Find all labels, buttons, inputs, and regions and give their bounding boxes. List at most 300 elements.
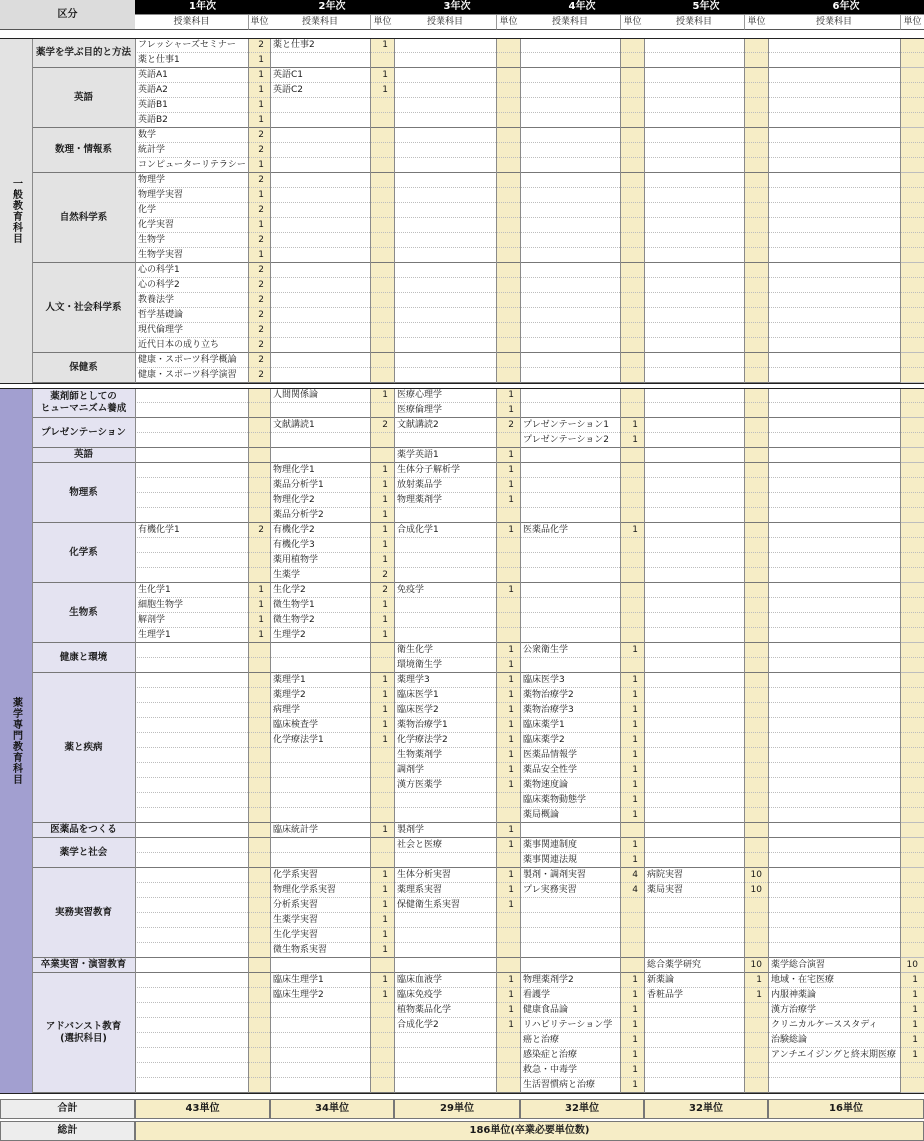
empty-subject-cell xyxy=(644,338,744,353)
empty-unit-cell xyxy=(370,1078,394,1093)
empty-subject-cell xyxy=(768,598,900,613)
empty-unit-cell xyxy=(620,538,644,553)
unit-cell: 1 xyxy=(496,388,520,403)
empty-unit-cell xyxy=(248,658,270,673)
empty-subject-cell xyxy=(768,113,900,128)
subject-cell: 地域・在宅医療 xyxy=(768,973,900,988)
empty-unit-cell xyxy=(900,218,924,233)
unit-cell: 1 xyxy=(496,1003,520,1018)
empty-subject-cell xyxy=(520,83,620,98)
empty-subject-cell xyxy=(394,913,496,928)
column-divider xyxy=(394,388,395,1093)
column-divider xyxy=(620,388,621,1093)
subject-cell: 臨床薬学1 xyxy=(520,718,620,733)
empty-unit-cell xyxy=(620,308,644,323)
empty-unit-cell xyxy=(496,98,520,113)
subject-cell: 生薬学 xyxy=(270,568,370,583)
empty-subject-cell xyxy=(768,898,900,913)
unit-cell: 1 xyxy=(620,1078,644,1093)
empty-unit-cell xyxy=(620,113,644,128)
empty-subject-cell xyxy=(135,1018,248,1033)
empty-unit-cell xyxy=(620,128,644,143)
empty-subject-cell xyxy=(135,433,248,448)
unit-cell: 1 xyxy=(248,188,270,203)
unit-cell: 1 xyxy=(370,688,394,703)
empty-subject-cell xyxy=(270,448,370,463)
category-label: 人文・社会科学系 xyxy=(32,263,135,353)
empty-unit-cell xyxy=(900,718,924,733)
subject-cell: 健康・スポーツ科学概論 xyxy=(135,353,248,368)
empty-unit-cell xyxy=(900,613,924,628)
column-divider xyxy=(32,38,33,383)
empty-unit-cell xyxy=(620,203,644,218)
empty-unit-cell xyxy=(620,38,644,53)
subject-cell: 臨床免疫学 xyxy=(394,988,496,1003)
empty-subject-cell xyxy=(644,508,744,523)
empty-unit-cell xyxy=(620,658,644,673)
category-label: 英語 xyxy=(32,448,135,463)
empty-subject-cell xyxy=(135,418,248,433)
unit-cell: 4 xyxy=(620,883,644,898)
empty-unit-cell xyxy=(900,38,924,53)
empty-subject-cell xyxy=(768,778,900,793)
subject-cell: 臨床医学1 xyxy=(394,688,496,703)
empty-unit-cell xyxy=(744,718,768,733)
subject-cell: 病院実習 xyxy=(644,868,744,883)
empty-unit-cell xyxy=(496,793,520,808)
empty-subject-cell xyxy=(644,448,744,463)
empty-subject-cell xyxy=(270,278,370,293)
subject-cell: 医薬品化学 xyxy=(520,523,620,538)
empty-unit-cell xyxy=(496,628,520,643)
empty-subject-cell xyxy=(135,958,248,973)
subject-cell: 救急・中毒学 xyxy=(520,1063,620,1078)
empty-subject-cell xyxy=(520,233,620,248)
empty-unit-cell xyxy=(370,1018,394,1033)
unit-cell: 1 xyxy=(370,538,394,553)
unit-cell: 1 xyxy=(370,913,394,928)
empty-subject-cell xyxy=(135,973,248,988)
empty-subject-cell xyxy=(520,263,620,278)
unit-column-header: 単位 xyxy=(744,15,768,30)
empty-unit-cell xyxy=(620,233,644,248)
empty-unit-cell xyxy=(248,1048,270,1063)
empty-unit-cell xyxy=(744,143,768,158)
empty-unit-cell xyxy=(248,403,270,418)
empty-unit-cell xyxy=(620,53,644,68)
empty-unit-cell xyxy=(620,248,644,263)
empty-subject-cell xyxy=(768,388,900,403)
empty-unit-cell xyxy=(496,233,520,248)
subject-cell: フレッシャーズセミナー xyxy=(135,38,248,53)
column-divider xyxy=(644,38,645,383)
empty-unit-cell xyxy=(744,838,768,853)
subject-cell: 解剖学 xyxy=(135,613,248,628)
empty-unit-cell xyxy=(744,778,768,793)
empty-unit-cell xyxy=(620,928,644,943)
unit-cell: 1 xyxy=(496,658,520,673)
empty-subject-cell xyxy=(768,733,900,748)
empty-unit-cell xyxy=(248,478,270,493)
empty-unit-cell xyxy=(744,1048,768,1063)
empty-unit-cell xyxy=(620,568,644,583)
empty-subject-cell xyxy=(394,233,496,248)
empty-unit-cell xyxy=(496,1063,520,1078)
empty-subject-cell xyxy=(644,233,744,248)
unit-cell: 1 xyxy=(370,463,394,478)
unit-cell: 2 xyxy=(248,293,270,308)
unit-cell: 1 xyxy=(620,643,644,658)
empty-subject-cell xyxy=(520,248,620,263)
empty-unit-cell xyxy=(900,523,924,538)
empty-unit-cell xyxy=(900,868,924,883)
empty-subject-cell xyxy=(270,433,370,448)
empty-subject-cell xyxy=(270,1003,370,1018)
empty-subject-cell xyxy=(644,898,744,913)
subject-cell: 生理学2 xyxy=(270,628,370,643)
empty-unit-cell xyxy=(744,53,768,68)
empty-subject-cell xyxy=(520,583,620,598)
group-band xyxy=(0,388,32,1093)
empty-subject-cell xyxy=(768,658,900,673)
unit-cell: 1 xyxy=(900,1033,924,1048)
empty-subject-cell xyxy=(520,478,620,493)
empty-subject-cell xyxy=(270,1018,370,1033)
empty-unit-cell xyxy=(496,338,520,353)
unit-cell: 1 xyxy=(370,973,394,988)
empty-subject-cell xyxy=(270,218,370,233)
empty-subject-cell xyxy=(270,263,370,278)
subject-cell: 薬用植物学 xyxy=(270,553,370,568)
grand-total-label: 総計 xyxy=(0,1121,135,1141)
empty-subject-cell xyxy=(644,1033,744,1048)
column-divider xyxy=(394,38,395,383)
empty-subject-cell xyxy=(768,448,900,463)
empty-subject-cell xyxy=(394,353,496,368)
empty-subject-cell xyxy=(270,293,370,308)
empty-unit-cell xyxy=(744,478,768,493)
empty-unit-cell xyxy=(744,793,768,808)
empty-subject-cell xyxy=(768,143,900,158)
empty-unit-cell xyxy=(744,433,768,448)
empty-unit-cell xyxy=(744,493,768,508)
empty-subject-cell xyxy=(135,718,248,733)
empty-subject-cell xyxy=(768,338,900,353)
empty-unit-cell xyxy=(496,853,520,868)
empty-subject-cell xyxy=(520,113,620,128)
group-top-border xyxy=(0,388,924,389)
empty-unit-cell xyxy=(370,308,394,323)
empty-subject-cell xyxy=(394,1078,496,1093)
empty-unit-cell xyxy=(370,643,394,658)
empty-unit-cell xyxy=(496,248,520,263)
empty-subject-cell xyxy=(644,553,744,568)
empty-subject-cell xyxy=(135,553,248,568)
empty-unit-cell xyxy=(496,83,520,98)
empty-subject-cell xyxy=(768,763,900,778)
subject-cell: 合成化学2 xyxy=(394,1018,496,1033)
empty-subject-cell xyxy=(768,1078,900,1093)
empty-subject-cell xyxy=(270,643,370,658)
subject-cell: 薬事関連制度 xyxy=(520,838,620,853)
empty-unit-cell xyxy=(496,173,520,188)
unit-cell: 1 xyxy=(744,988,768,1003)
empty-subject-cell xyxy=(768,688,900,703)
empty-unit-cell xyxy=(900,433,924,448)
empty-unit-cell xyxy=(744,913,768,928)
empty-subject-cell xyxy=(270,338,370,353)
empty-unit-cell xyxy=(248,913,270,928)
column-divider xyxy=(32,388,33,1093)
empty-subject-cell xyxy=(520,403,620,418)
empty-unit-cell xyxy=(248,673,270,688)
empty-subject-cell xyxy=(768,233,900,248)
empty-subject-cell xyxy=(135,898,248,913)
empty-subject-cell xyxy=(644,263,744,278)
empty-unit-cell xyxy=(900,173,924,188)
empty-unit-cell xyxy=(744,83,768,98)
empty-subject-cell xyxy=(644,808,744,823)
empty-subject-cell xyxy=(270,98,370,113)
empty-subject-cell xyxy=(270,368,370,383)
unit-cell: 1 xyxy=(370,628,394,643)
empty-unit-cell xyxy=(620,293,644,308)
empty-subject-cell xyxy=(644,853,744,868)
empty-subject-cell xyxy=(394,98,496,113)
empty-unit-cell xyxy=(900,568,924,583)
subject-cell: 臨床生理学2 xyxy=(270,988,370,1003)
empty-unit-cell xyxy=(496,1078,520,1093)
empty-subject-cell xyxy=(644,128,744,143)
empty-unit-cell xyxy=(744,823,768,838)
empty-subject-cell xyxy=(394,1063,496,1078)
empty-subject-cell xyxy=(768,98,900,113)
unit-cell: 1 xyxy=(370,883,394,898)
unit-cell: 1 xyxy=(370,508,394,523)
empty-unit-cell xyxy=(620,493,644,508)
empty-subject-cell xyxy=(394,323,496,338)
empty-subject-cell xyxy=(135,658,248,673)
empty-subject-cell xyxy=(135,643,248,658)
subject-cell: 英語A2 xyxy=(135,83,248,98)
subject-cell: 免疫学 xyxy=(394,583,496,598)
subject-cell: 生薬学実習 xyxy=(270,913,370,928)
empty-subject-cell xyxy=(644,673,744,688)
empty-subject-cell xyxy=(135,493,248,508)
unit-cell: 1 xyxy=(620,853,644,868)
subject-cell: 調剤学 xyxy=(394,763,496,778)
unit-cell: 1 xyxy=(620,973,644,988)
empty-unit-cell xyxy=(496,553,520,568)
column-divider xyxy=(370,38,371,383)
empty-unit-cell xyxy=(900,913,924,928)
empty-subject-cell xyxy=(520,188,620,203)
subject-cell: 心の科学1 xyxy=(135,263,248,278)
empty-subject-cell xyxy=(520,508,620,523)
empty-unit-cell xyxy=(496,38,520,53)
empty-subject-cell xyxy=(644,418,744,433)
subject-cell: 新薬論 xyxy=(644,973,744,988)
subject-cell: 近代日本の成り立ち xyxy=(135,338,248,353)
empty-unit-cell xyxy=(900,823,924,838)
empty-unit-cell xyxy=(900,248,924,263)
empty-subject-cell xyxy=(644,173,744,188)
unit-cell: 1 xyxy=(620,688,644,703)
empty-unit-cell xyxy=(248,643,270,658)
empty-subject-cell xyxy=(394,68,496,83)
empty-subject-cell xyxy=(135,868,248,883)
empty-unit-cell xyxy=(248,883,270,898)
column-divider xyxy=(248,388,249,1093)
unit-cell: 1 xyxy=(370,868,394,883)
empty-subject-cell xyxy=(394,203,496,218)
empty-unit-cell xyxy=(370,338,394,353)
unit-cell: 1 xyxy=(620,733,644,748)
unit-cell: 1 xyxy=(248,628,270,643)
empty-unit-cell xyxy=(900,98,924,113)
empty-unit-cell xyxy=(744,188,768,203)
empty-unit-cell xyxy=(620,263,644,278)
unit-cell: 1 xyxy=(370,493,394,508)
empty-unit-cell xyxy=(620,98,644,113)
subject-cell: クリニカルケーススタディ xyxy=(768,1018,900,1033)
unit-cell: 2 xyxy=(370,583,394,598)
subject-cell: 看護学 xyxy=(520,988,620,1003)
subject-cell: 文献講読2 xyxy=(394,418,496,433)
empty-subject-cell xyxy=(768,308,900,323)
empty-unit-cell xyxy=(900,323,924,338)
empty-unit-cell xyxy=(744,68,768,83)
empty-unit-cell xyxy=(248,1003,270,1018)
empty-unit-cell xyxy=(496,113,520,128)
empty-unit-cell xyxy=(370,1063,394,1078)
empty-subject-cell xyxy=(644,38,744,53)
subject-cell: 薬物治療学2 xyxy=(520,688,620,703)
empty-unit-cell xyxy=(248,433,270,448)
empty-unit-cell xyxy=(900,353,924,368)
empty-subject-cell xyxy=(394,53,496,68)
empty-unit-cell xyxy=(744,643,768,658)
empty-subject-cell xyxy=(644,478,744,493)
empty-subject-cell xyxy=(270,53,370,68)
empty-unit-cell xyxy=(370,143,394,158)
unit-cell: 1 xyxy=(496,688,520,703)
empty-unit-cell xyxy=(620,388,644,403)
empty-unit-cell xyxy=(496,53,520,68)
empty-subject-cell xyxy=(644,83,744,98)
empty-unit-cell xyxy=(370,98,394,113)
year-header: 1年次 xyxy=(135,0,270,15)
empty-subject-cell xyxy=(520,173,620,188)
empty-unit-cell xyxy=(900,293,924,308)
subject-cell: 生化学1 xyxy=(135,583,248,598)
unit-cell: 4 xyxy=(620,868,644,883)
empty-unit-cell xyxy=(248,928,270,943)
unit-cell: 2 xyxy=(248,323,270,338)
unit-cell: 1 xyxy=(496,718,520,733)
year-total: 32単位 xyxy=(520,1099,644,1119)
empty-unit-cell xyxy=(370,778,394,793)
subject-cell: 内服神薬論 xyxy=(768,988,900,1003)
empty-subject-cell xyxy=(394,173,496,188)
empty-unit-cell xyxy=(248,493,270,508)
column-divider xyxy=(900,388,901,1093)
category-label: 実務実習教育 xyxy=(32,868,135,958)
unit-cell: 1 xyxy=(496,883,520,898)
empty-unit-cell xyxy=(370,278,394,293)
empty-unit-cell xyxy=(248,538,270,553)
unit-cell: 1 xyxy=(248,248,270,263)
unit-cell: 2 xyxy=(248,203,270,218)
group-title: 一般教育科目 xyxy=(10,177,22,244)
empty-unit-cell xyxy=(620,68,644,83)
empty-subject-cell xyxy=(270,113,370,128)
group-band xyxy=(0,38,32,383)
unit-cell: 1 xyxy=(496,703,520,718)
empty-subject-cell xyxy=(644,143,744,158)
empty-unit-cell xyxy=(370,353,394,368)
empty-subject-cell xyxy=(768,1063,900,1078)
empty-unit-cell xyxy=(620,913,644,928)
empty-subject-cell xyxy=(394,628,496,643)
unit-cell: 1 xyxy=(496,523,520,538)
empty-subject-cell xyxy=(644,463,744,478)
empty-unit-cell xyxy=(370,658,394,673)
unit-cell: 2 xyxy=(370,568,394,583)
empty-subject-cell xyxy=(520,278,620,293)
group-bottom-border xyxy=(0,1093,924,1094)
empty-subject-cell xyxy=(768,493,900,508)
category-label: 物理系 xyxy=(32,463,135,523)
subject-cell: 薬理系実習 xyxy=(394,883,496,898)
empty-subject-cell xyxy=(394,508,496,523)
empty-unit-cell xyxy=(900,898,924,913)
unit-cell: 1 xyxy=(620,718,644,733)
empty-subject-cell xyxy=(135,478,248,493)
unit-cell: 1 xyxy=(496,778,520,793)
empty-unit-cell xyxy=(620,823,644,838)
subject-cell: 文献講読1 xyxy=(270,418,370,433)
empty-unit-cell xyxy=(496,613,520,628)
year-header: 3年次 xyxy=(394,0,520,15)
empty-unit-cell xyxy=(248,1078,270,1093)
empty-unit-cell xyxy=(744,1018,768,1033)
subject-cell: 物理学 xyxy=(135,173,248,188)
empty-unit-cell xyxy=(248,958,270,973)
empty-subject-cell xyxy=(768,883,900,898)
empty-unit-cell xyxy=(370,1033,394,1048)
year-header: 4年次 xyxy=(520,0,644,15)
empty-unit-cell xyxy=(496,128,520,143)
empty-subject-cell xyxy=(644,1048,744,1063)
subject-cell: 分析系実習 xyxy=(270,898,370,913)
empty-subject-cell xyxy=(135,943,248,958)
subject-cell: 生物学実習 xyxy=(135,248,248,263)
empty-subject-cell xyxy=(520,353,620,368)
empty-subject-cell xyxy=(520,553,620,568)
empty-unit-cell xyxy=(900,338,924,353)
unit-cell: 2 xyxy=(248,143,270,158)
empty-subject-cell xyxy=(520,898,620,913)
empty-subject-cell xyxy=(394,1048,496,1063)
unit-cell: 1 xyxy=(496,973,520,988)
unit-cell: 1 xyxy=(900,1048,924,1063)
empty-subject-cell xyxy=(768,703,900,718)
empty-subject-cell xyxy=(135,733,248,748)
year-total: 16単位 xyxy=(768,1099,924,1119)
empty-subject-cell xyxy=(520,823,620,838)
empty-unit-cell xyxy=(900,808,924,823)
